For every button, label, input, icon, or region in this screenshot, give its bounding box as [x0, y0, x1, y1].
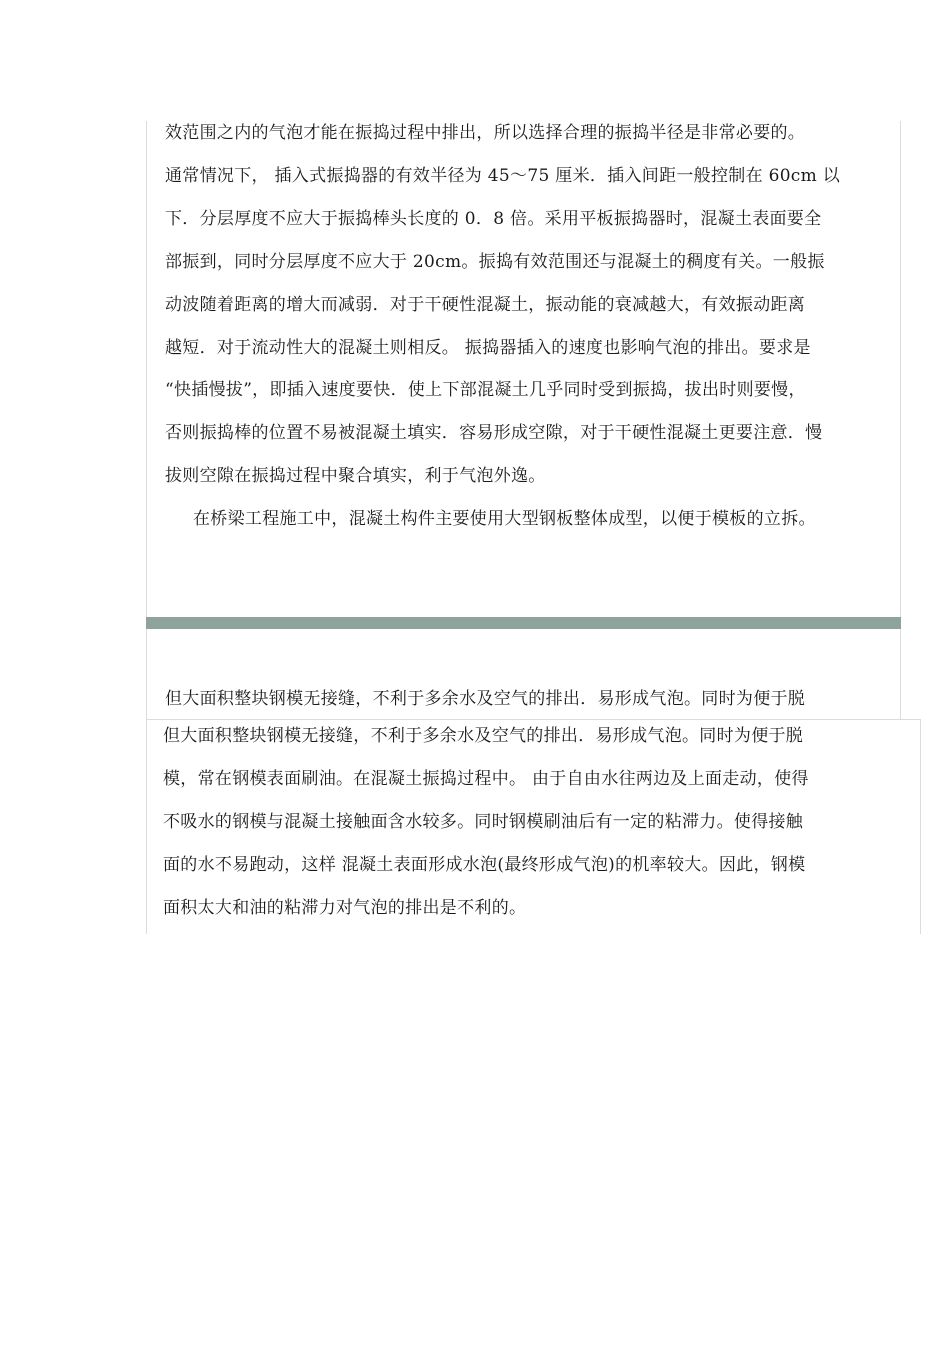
- paragraph-line: 不吸水的钢模与混凝土接触面含水较多。同时钢模刷油后有一定的粘滞力。使得接触: [163, 812, 804, 832]
- paragraph-line: 动波随着距离的增大而减弱．对于干硬性混凝土，振动能的衰减越大，有效振动距离: [165, 295, 806, 315]
- paragraph-line: 越短．对于流动性大的混凝土则相反。 振捣器插入的速度也影响气泡的排出。要求是: [165, 338, 811, 358]
- paragraph-line: 但大面积整块钢模无接缝，不利于多余水及空气的排出．易形成气泡。同时为便于脱: [165, 689, 806, 709]
- paragraph-line: 拔则空隙在振捣过程中聚合填实，利于气泡外逸。: [165, 466, 546, 486]
- paragraph-line: 效范围之内的气泡才能在振捣过程中排出，所以选择合理的振捣半径是非常必要的。: [165, 123, 806, 143]
- paragraph-line: 面的水不易跑动，这样 混凝土表面形成水泡(最终形成气泡)的机率较大。因此，钢模: [163, 855, 806, 875]
- section-divider: [146, 617, 901, 629]
- text-block-upper: [146, 121, 901, 617]
- paragraph-line: 在桥梁工程施工中，混凝土构件主要使用大型钢板整体成型，以便于模板的立拆。: [193, 509, 816, 529]
- paragraph-line: 下．分层厚度不应大于振捣棒头长度的 0．8 倍。采用平板振捣器时，混凝土表面要全: [165, 209, 822, 229]
- paragraph-line: 否则振捣棒的位置不易被混凝土填实．容易形成空隙，对于干硬性混凝土更要注意．慢: [165, 423, 823, 443]
- paragraph-line: 但大面积整块钢模无接缝，不利于多余水及空气的排出．易形成气泡。同时为便于脱: [163, 726, 804, 746]
- paragraph-line: 部振到，同时分层厚度不应大于 20cm。振捣有效范围还与混凝土的稠度有关。一般振: [165, 252, 825, 272]
- paragraph-line: 面积太大和油的粘滞力对气泡的排出是不利的。: [163, 898, 527, 918]
- paragraph-line: “快插慢拔”，即插入速度要快．使上下部混凝土几乎同时受到振捣，拔出时则要慢，: [165, 380, 806, 400]
- paragraph-line: 通常情况下， 插入式振捣器的有效半径为 45～75 厘米．插入间距一般控制在 60cm 以: [165, 166, 841, 186]
- paragraph-line: 模，常在钢模表面刷油。在混凝土振捣过程中。 由于自由水往两边及上面走动，使得: [163, 769, 809, 789]
